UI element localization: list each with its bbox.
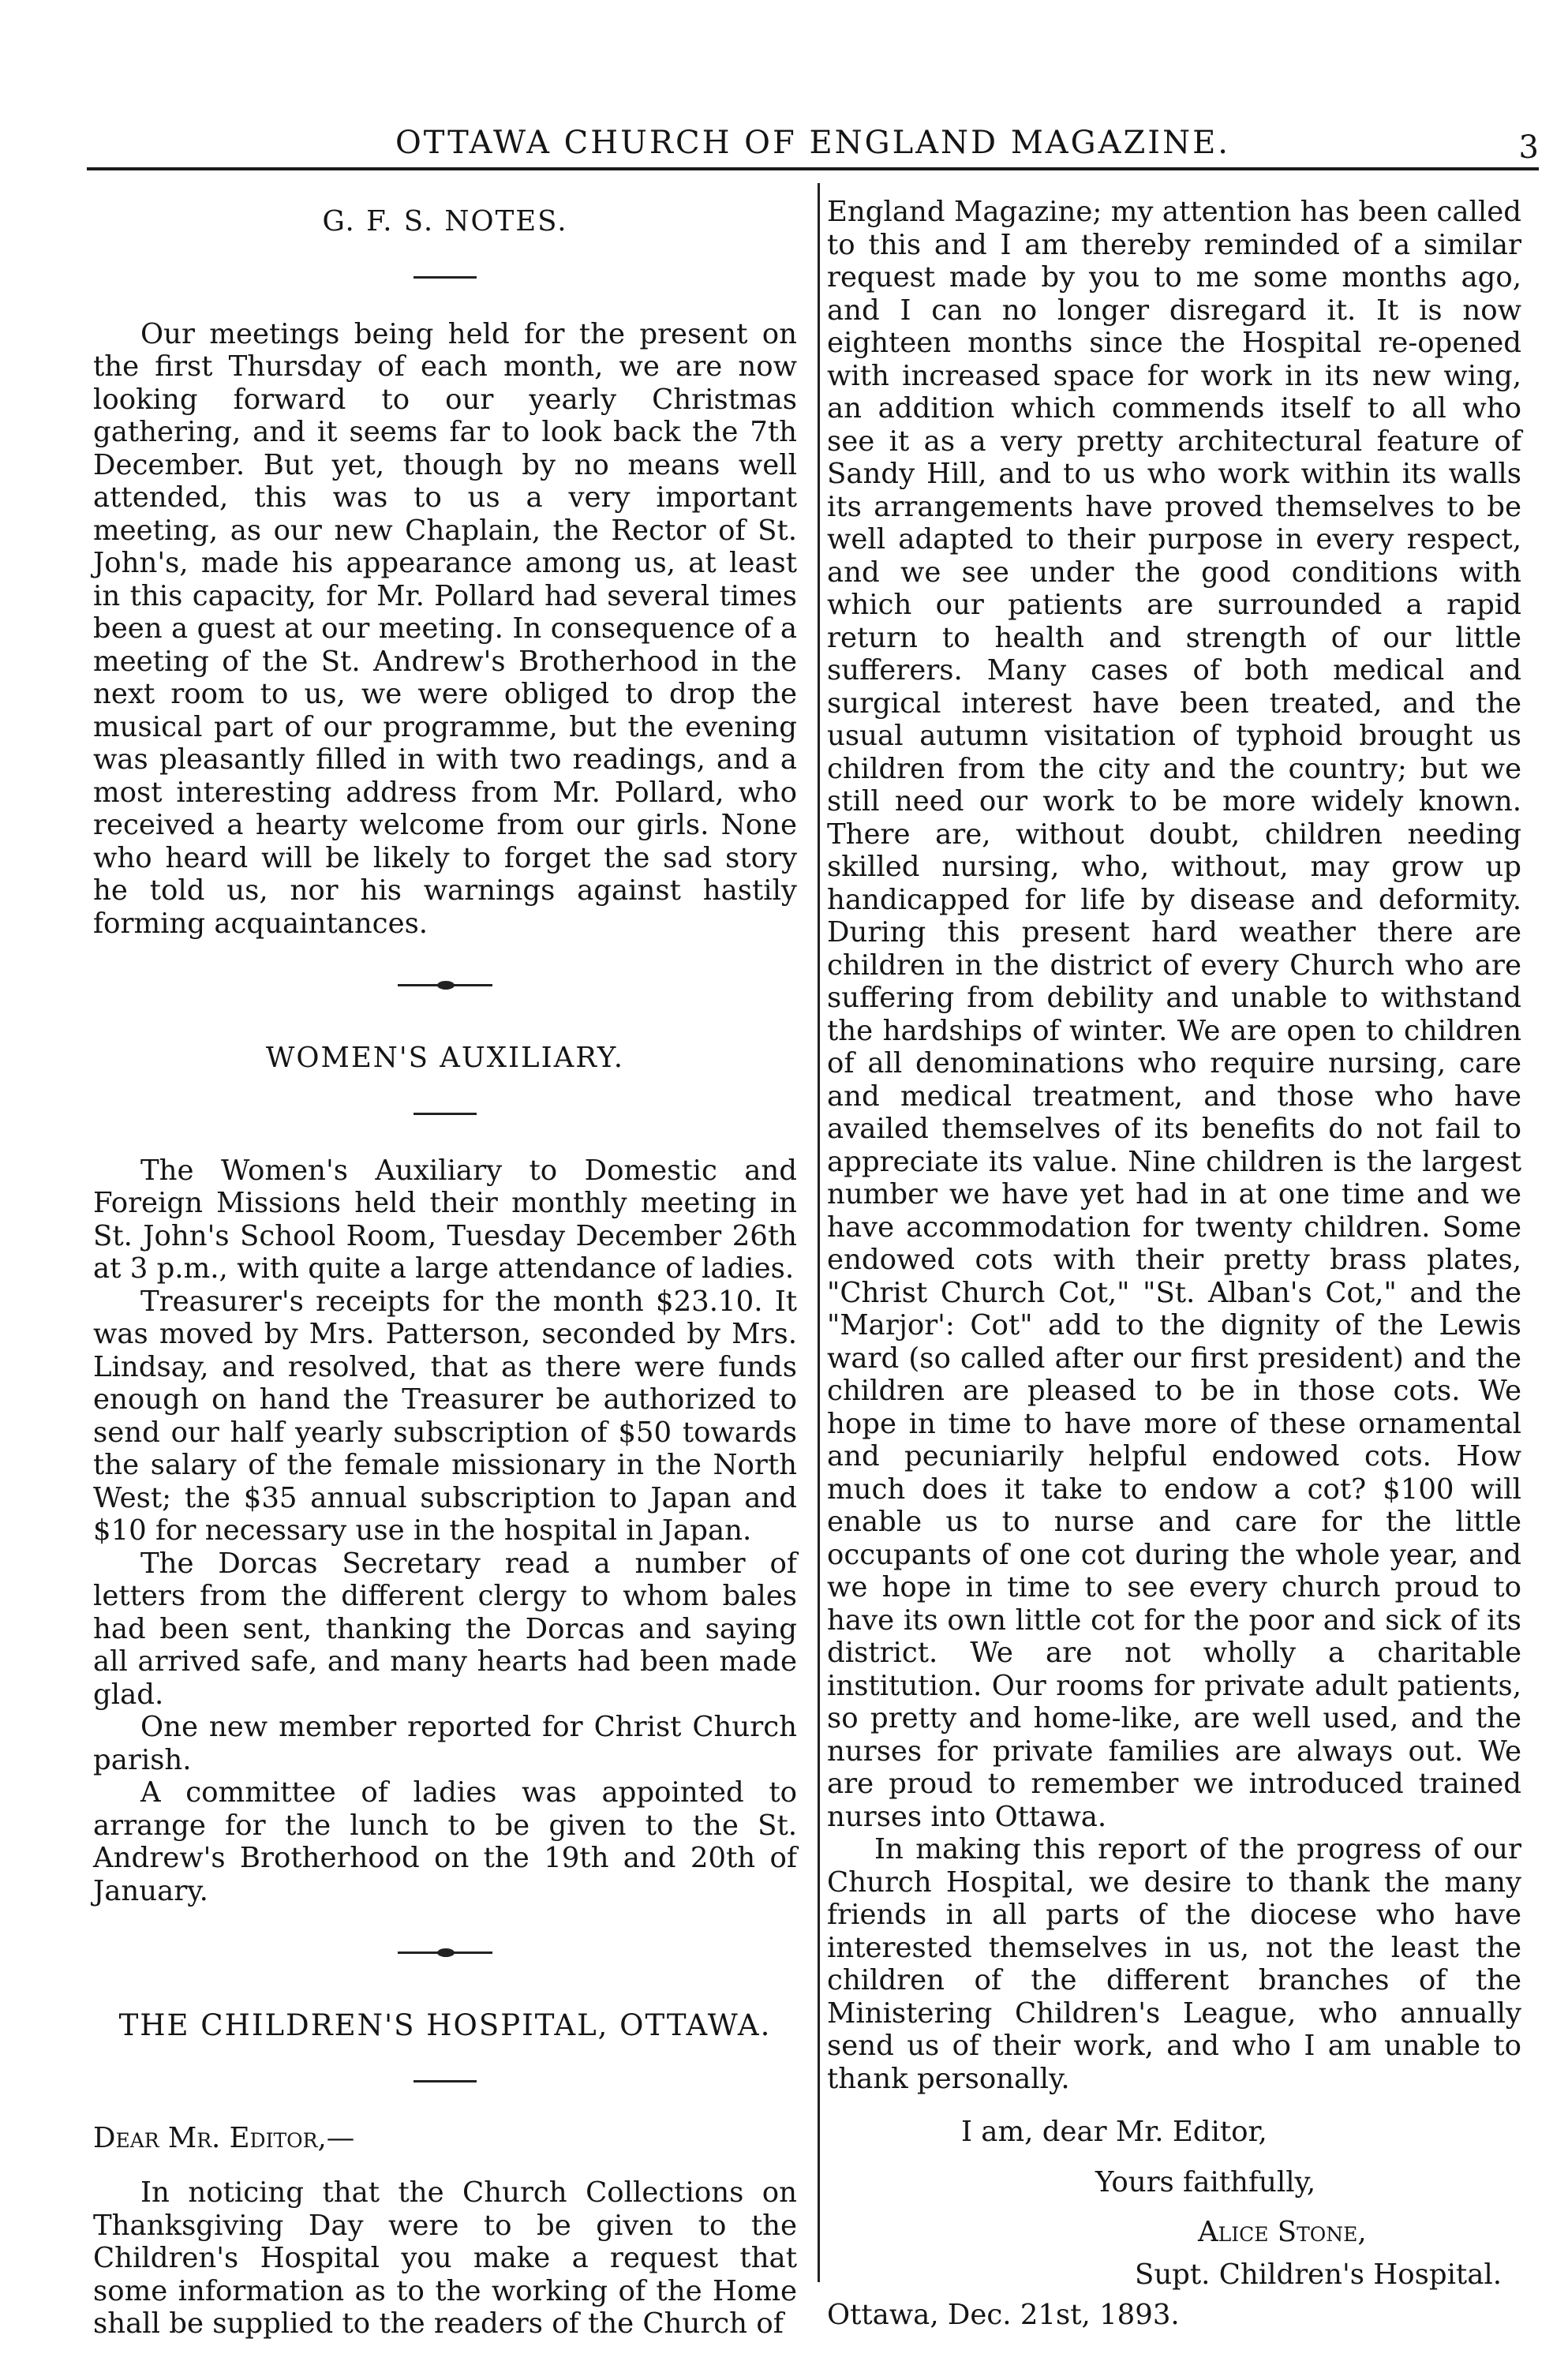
letter-paragraph-continued: England Magazine; my attention has been called to this and I am thereby reminded of a similar request made by you to me some months ago, and I can no longer disregard it. It is now eighteen months since the Hospital re-opened with increased space for work in its new wing, an addition which commends itself to all who see it as a very pretty architectural feature of Sandy Hill, and to us who work within its walls its arrangements have proved themselves to be well adapted to their purpose in every respect, and we see under the good conditions with which our patients are surrounded a rapid return to health and strength of our little sufferers. Many cases of both medical and surgical interest have been treated, and the usual autumn visitation of typhoid brought us children from the city and the country; but we still need our work to be more widely known. There are, without doubt, children needing skilled nursing, who, without, may grow up handicapped for life by disease and deformity. During this present hard weather there are children in the district of every Church who are suffering from debility and unable to withstand the hardships of winter. We are open to children of all denominations who require nursing, care and medical treatment, and those who have availed themselves of its benefits do not fail to appreciate its value. Nine children is the largest number we have yet had in at one time and we have accommodation for twenty children. Some endowed cots with their pretty brass plates, "Christ Church Cot," "St. Alban's Cot," and the "Marjor': Cot" add to the dignity of the Lewis ward (so called after our first president) and the children are pleased to be in those cots. We hope in time to have more of these ornamental and pecuniarily helpful endowed cots. How much does it take to endow a cot? $100 will enable us to nurse and care for the little occupants of one cot during the whole year, and we hope in time to see every church proud to have its own little cot for the poor and sick of its district. We are not wholly a charitable institution. Our rooms for private adult patients, so pretty and home-like, are well used, and the nurses for private families are always out. We are proud to remember we introduced trained nurses into Ottawa. — [827, 196, 1521, 1833]
letter-paragraph: In making this report of the progress of our Church Hospital, we desire to thank the many friends in all parts of the diocese who have interested themselves in us, not the least the children of the different branches of the Ministering Children's League, who annually send us of their work, and who I am unable to thank personally. — [827, 1833, 1521, 2095]
childrens-hospital-title: THE CHILDREN'S HOSPITAL, OTTAWA. — [118, 2008, 772, 2042]
letter-closing: I am, dear Mr. Editor, — [961, 2116, 1267, 2148]
left-column — [93, 196, 797, 2341]
column-divider — [818, 183, 820, 2282]
section-ornament — [398, 1952, 492, 1954]
letter-valediction: Yours faithfully, — [1095, 2165, 1316, 2199]
title-rule — [414, 1113, 477, 1115]
letter-dateline: Ottawa, Dec. 21st, 1893. — [827, 2299, 1180, 2331]
gfs-paragraph: Our meetings being held for the present on the first Thursday of each month, we are now looking forward to our yearly Christmas gathering, and it seems far to look back the 7th December. But yet, though by no means well attended, this was to us a very important meeting, as our new Chaplain, the Rector of St. John's, made his appearance among us, at least in this capacity, for Mr. Pollard had several times been a guest at our meeting. In consequence of a meeting of the St. Andrew's Brotherhood in the next room to us, we were obliged to drop the musical part of our programme, but the evening was pleasantly filled in with two readings, and a most interesting address from Mr. Pollard, who received a hearty welcome from our girls. None who heard will be likely to forget the sad story he told us, nor his warnings against hastily forming acquaintances. — [93, 317, 797, 940]
gfs-notes-title: G. F. S. NOTES. — [322, 205, 568, 238]
signature-title: Supt. Children's Hospital. — [1135, 2258, 1503, 2291]
page-header — [87, 118, 1539, 170]
wa-paragraph: The Dorcas Secretary read a number of letters from the different clergy to whom bales had been sent, thanking the Dorcas and saying all arrived safe, and many hearts had been made glad. — [93, 1547, 797, 1711]
letter-signature: Alice Stone, — [1198, 2216, 1367, 2248]
letter-salutation: Dear Mr. Editor,— — [93, 2121, 355, 2154]
letter-paragraph: In noticing that the Church Collections on Thanksgiving Day were to be given to the Children's Hospital you make a request that some information as to the working of the Home shall be supplied to the readers of the Church of — [93, 2176, 797, 2340]
section-ornament — [398, 984, 492, 986]
wa-paragraph: The Women's Auxiliary to Domestic and Foreign Missions held their monthly meeting in St. John's School Room, Tuesday December 26th at 3 p.m., with quite a large attendance of ladies. — [93, 1154, 797, 1285]
title-rule — [414, 276, 477, 279]
wa-paragraph: Treasurer's receipts for the month $23.10. It was moved by Mrs. Patterson, seconded by Mrs. Lindsay, and resolved, that as there were funds enough on hand the Treasurer be authorized to send our half yearly subscription of $50 towards the salary of the female missionary in the North West; the $35 annual subscription to Japan and $10 for necessary use in the hospital in Japan. — [93, 1285, 797, 1547]
wa-paragraph: A committee of ladies was appointed to arrange for the lunch to be given to the St. Andrew's Brotherhood on the 19th and 20th of January. — [93, 1776, 797, 1907]
running-title: OTTAWA CHURCH OF ENGLAND MAGAZINE. — [395, 125, 1231, 161]
title-rule — [414, 2080, 477, 2082]
wa-paragraph: One new member reported for Christ Church parish. — [93, 1711, 797, 1776]
page-number: 3 — [1518, 129, 1539, 166]
right-column — [827, 196, 1521, 2332]
womens-auxiliary-title: WOMEN'S AUXILIARY. — [265, 1042, 625, 1074]
